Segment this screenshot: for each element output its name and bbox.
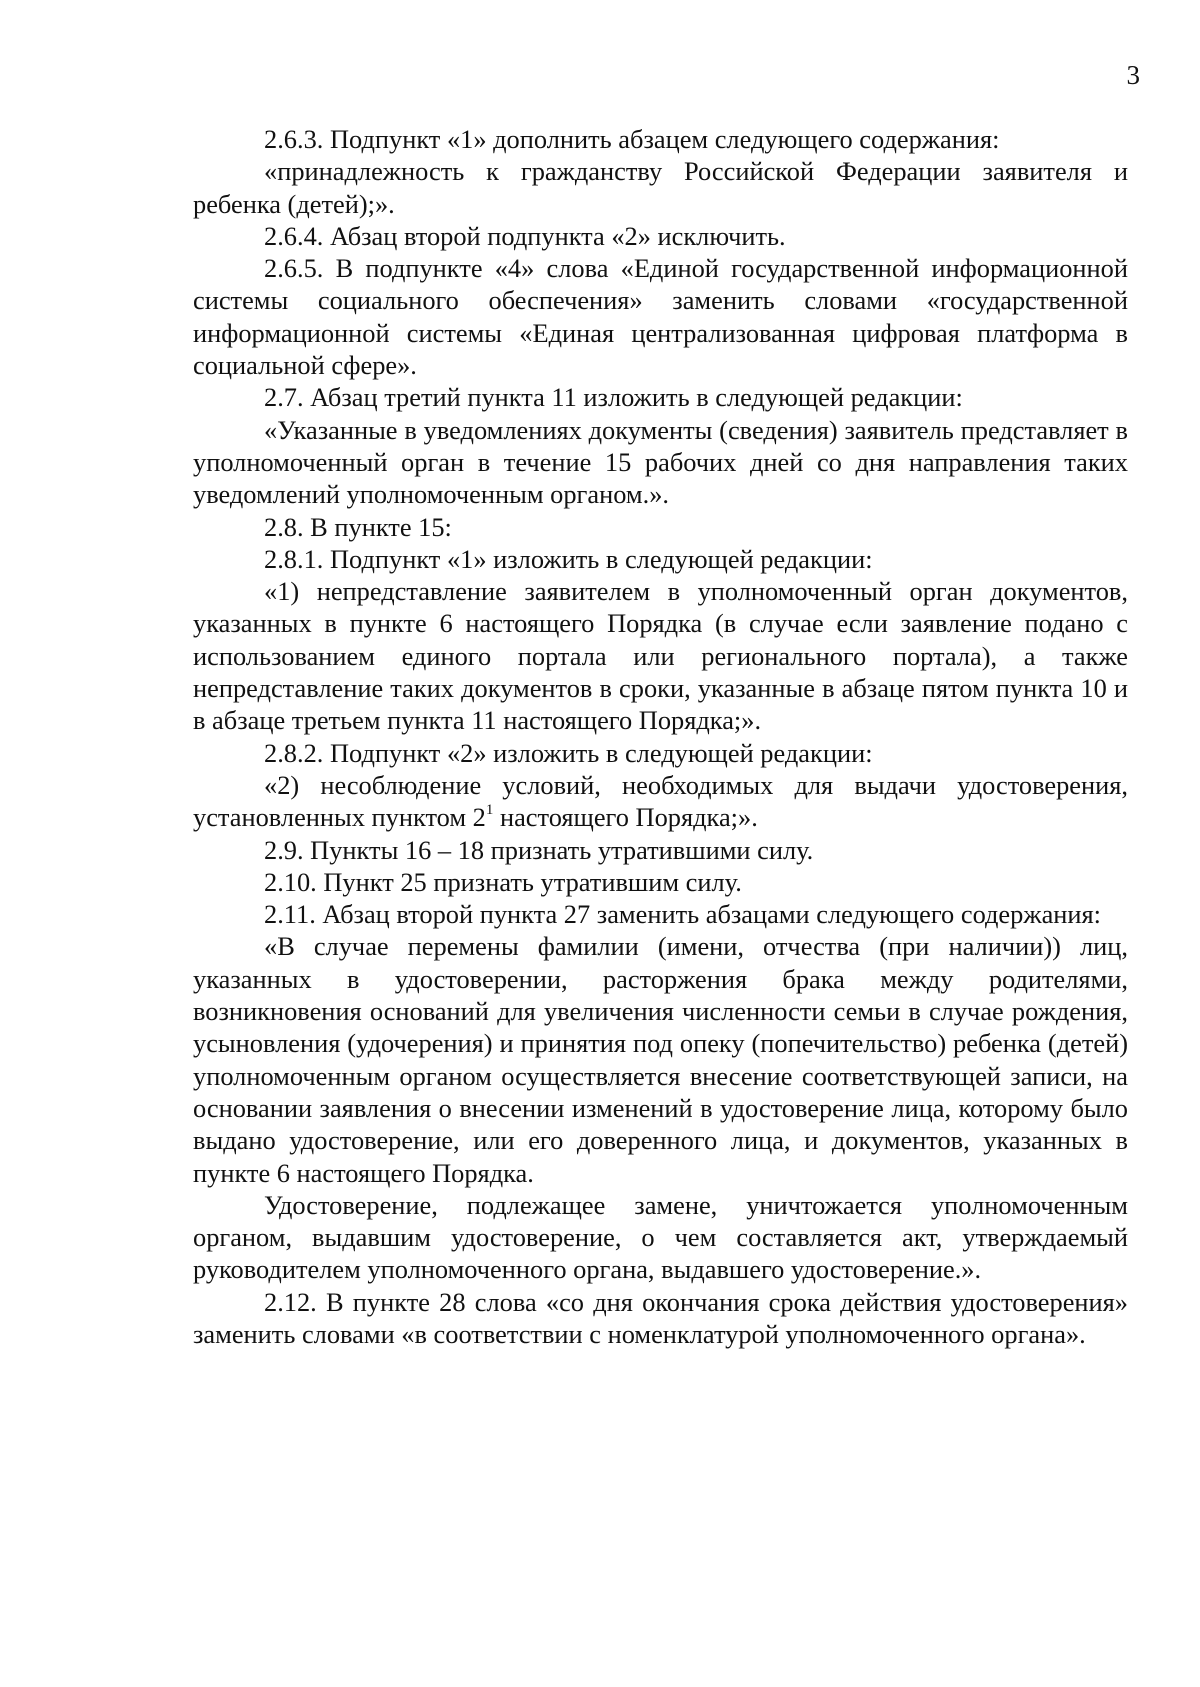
paragraph-2-7: 2.7. Абзац третий пункта 11 изложить в следующей редакции: xyxy=(264,382,963,413)
paragraph-2-11-text-2: Удостоверение, подлежащее замене, уничтожается уполномоченным органом, выдавшим удостоверение, о чем составляется акт, утверждаемый руководителем уполномоченного органа, выдавшего удостоверение.». xyxy=(193,1189,1128,1285)
superscript: 1 xyxy=(485,802,494,819)
paragraph-2-6-5: 2.6.5. В подпункте «4» слова «Единой государственной информационной системы социального обеспечения» заменить словами «государственной информационной системы «Единая централизованная цифровая платформа в социальной сфере». xyxy=(193,253,1128,381)
document-body xyxy=(193,123,1128,1350)
paragraph-2-6-3: 2.6.3. Подпункт «1» дополнить абзацем следующего содержания: xyxy=(264,124,1000,154)
paragraph-2-9: 2.9. Пункты 16 – 18 признать утратившими силу. xyxy=(264,834,814,865)
paragraph-2-6-4: 2.6.4. Абзац второй подпункта «2» исключить. xyxy=(264,220,786,251)
paragraph-2-8-2-text-a: «2) несоблюдение условий, необходимых для выдачи удостоверения, установленных пунктом 2 xyxy=(193,769,1128,833)
paragraph-2-8: 2.8. В пункте 15: xyxy=(264,511,452,542)
paragraph-2-10: 2.10. Пункт 25 признать утратившим силу. xyxy=(264,866,742,897)
paragraph-2-11-text-1: «В случае перемены фамилии (имени, отчества (при наличии)) лиц, указанных в удостоверении, расторжения брака между родителями, возникновения оснований для увеличения численности семьи в случае рождения, усыновления (удочерения) и принятия под опеку (попечительство) ребенка (детей) уполномоченным органом осуществляется внесение соответствующей записи, на основании заявления о внесении изменений в удостоверение лица, которому было выдано удостоверение, или его доверенного лица, и документов, указанных в пункте 6 настоящего Порядка. xyxy=(193,931,1128,1188)
paragraph-2-7-text: «Указанные в уведомлениях документы (сведения) заявитель представляет в уполномоченный орган в течение 15 рабочих дней со дня направления таких уведомлений уполномоченным органом.». xyxy=(193,414,1128,510)
paragraph-2-12: 2.12. В пункте 28 слова «со дня окончания срока действия удостоверения» заменить словами «в соответствии с номенклатурой уполномоченного органа». xyxy=(193,1286,1128,1349)
paragraph-2-6-3-text: «принадлежность к гражданству Российской Федерации заявителя и ребенка (детей);». xyxy=(193,156,1128,219)
paragraph-2-8-1-text: «1) непредставление заявителем в уполномоченный орган документов, указанных в пункте 6 настоящего Порядка (в случае если заявление подано с использованием единого портала или регионального портала), а также непредставление таких документов в сроки, указанные в абзаце пятом пункта 10 и в абзаце третьем пункта 11 настоящего Порядка;». xyxy=(193,576,1128,736)
paragraph-2-11: 2.11. Абзац второй пункта 27 заменить абзацами следующего содержания: xyxy=(264,899,1101,930)
paragraph-2-8-1: 2.8.1. Подпункт «1» изложить в следующей редакции: xyxy=(264,543,873,574)
paragraph-2-8-2-text xyxy=(193,769,1128,834)
page-number: 3 xyxy=(1126,60,1140,90)
paragraph-2-8-2-text-b: настоящего Порядка;». xyxy=(493,802,758,833)
paragraph-2-8-2: 2.8.2. Подпункт «2» изложить в следующей редакции: xyxy=(264,737,873,768)
